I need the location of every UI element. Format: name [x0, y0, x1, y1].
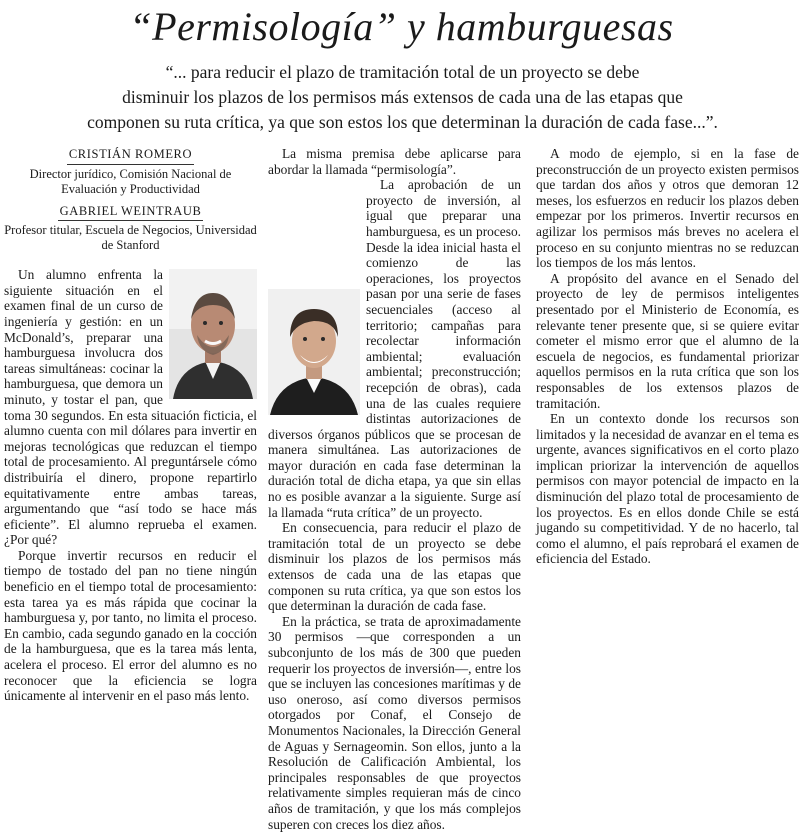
- article-paragraph: A modo de ejemplo, si en la fase de preconstrucción de un proyecto existen permisos que tardan dos años y otros que demoran 12 meses, los esfuerzos en reducir los plazos deben empezar por los primeros. Invertir recursos en agilizar los permisos más breves no acelera el proceso en su conjunto mientras no se reduzcan los tiempos de los más lentos.: [536, 146, 799, 271]
- author-name: CRISTIÁN ROMERO: [67, 147, 194, 165]
- headline: “Permisología” y hamburguesas: [129, 4, 674, 49]
- article-paragraph: A propósito del avance en el Senado del proyecto de ley de permisos inteligentes presentado por el Ministerio de Economía, es relevante tener presente que, si se quiere evitar cometer el mismo error que el alumno de la escuela de negocios, es fundamental priorizar aquellos permisos en la ruta crítica que son los responsables de los extensos plazos de tramitación.: [536, 270, 799, 411]
- article-paragraph: En la práctica, se trata de aproximadamente 30 permisos —que corresponden a un subconjunto de los más de 300 que pueden requerir los proyectos de inversión—, entre los que se incluyen las concesiones marítimas y de uso oneroso, así como diversos permisos otorgados por Conaf, el Consejo de Monumentos Nacionales, la Dirección General de Aguas y Sernageomin. Son ellos, junto a la Resolución de Calificación Ambiental, los principales responsables de que proyectos relativamente simples requieran más de cinco años de tramitación, y que los más complejos superen con creces los diez años.: [268, 613, 521, 832]
- pull-quote-line: “... para reducir el plazo de tramitación total de un proyecto se debe: [165, 62, 640, 82]
- author-photo-weintraub: [268, 289, 360, 415]
- column-1: [4, 146, 257, 704]
- article-paragraph: Un alumno enfrenta la siguiente situación en el examen final de un curso de ingeniería y gestión: en un McDonald’s, preparar una hamburguesa involucra dos tareas simultáneas: cocinar la hamburguesa, que demora un minuto, y tostar el pan, que toma 30 segundos. En esta situación ficticia, el alumno cuenta con mil dólares para invertir en mejoras tecnológicas que reduzcan el tiempo total de procesamiento. Al preguntársele cómo distribuiría el dinero, propone repartirlo equitativamente entre ambas tareas, argumentando que “así todo se hace más eficiente”. El alumno reprueba el examen. ¿Por qué?: [4, 267, 257, 548]
- pull-quote-line: disminuir los plazos de los permisos más extensos de cada una de las etapas que: [122, 87, 683, 107]
- column-2: [268, 146, 521, 832]
- article-paragraph: La aprobación de un proyecto de inversión, al igual que preparar una hamburguesa, es un proceso. Desde la idea inicial hasta el comienzo de las operaciones, los proyectos pasan por una serie de fases secuenciales (acceso al territorio; campañas para recolectar información ambiental; evaluación ambiental; preconstrucción; recepción de obras), cada una de las cuales requiere distintas autorizaciones de diversos órganos públicos que se procesan de manera simultánea. Las autorizaciones de mayor duración en cada fase determinan la duración total de dicha etapa, ya que sin ellas no es posible avanzar a la siguiente. Surge así la llamada “ruta crítica” de un proyecto.: [268, 177, 521, 520]
- column-3: [536, 146, 799, 567]
- portrait-icon: [169, 269, 257, 399]
- byline-author-2: [4, 203, 257, 254]
- author-role: Profesor titular, Escuela de Negocios, Universidad de Stanford: [4, 223, 257, 253]
- article-paragraph: Porque invertir recursos en reducir el tiempo de tostado del pan no tiene ningún beneficio en el tiempo total de procesamiento: esta tarea ya es más rápida que cocinar la hamburguesa y, por tanto, no limita el proceso. En cambio, cada segundo ganado en la cocción de la hamburguesa, que es la tarea más lenta, acelera el proceso. El error del alumno es no reconocer que la eficiencia se logra únicamente al intervenir en el paso más lento.: [4, 547, 257, 704]
- portrait-icon: [268, 289, 360, 415]
- article-paragraph: En un contexto donde los recursos son limitados y la necesidad de avanzar en el tema es urgente, avances significativos en el corto plazo implican priorizar la intervención de aquellos permisos con mayor potencial de impacto en la disminución del plazo total de procesamiento de los proyectos. Es en ellos donde Chile se está jugando su competitividad. Y de no hacerlo, tal como el alumno, el país reprobará el examen de eficiencia del Estado.: [536, 411, 799, 567]
- article-paragraph: La misma premisa debe aplicarse para abordar la llamada “permisología”.: [268, 146, 521, 177]
- author-role: Director jurídico, Comisión Nacional de Evaluación y Productividad: [29, 166, 232, 196]
- article-paragraph: En consecuencia, para reducir el plazo de tramitación total de un proyecto se debe disminuir los plazos de los permisos más extensos de cada una de las etapas que componen su ruta crítica, ya que son estos los que determinan la duración de cada fase.: [268, 520, 521, 614]
- author-name: GABRIEL WEINTRAUB: [58, 204, 204, 222]
- pull-quote-line: componen su ruta crítica, ya que son estos los que determinan la duración de cada fase...”.: [87, 112, 718, 132]
- byline-author-1: [4, 146, 257, 197]
- author-photo-romero: [169, 269, 257, 399]
- pull-quote: [30, 60, 775, 135]
